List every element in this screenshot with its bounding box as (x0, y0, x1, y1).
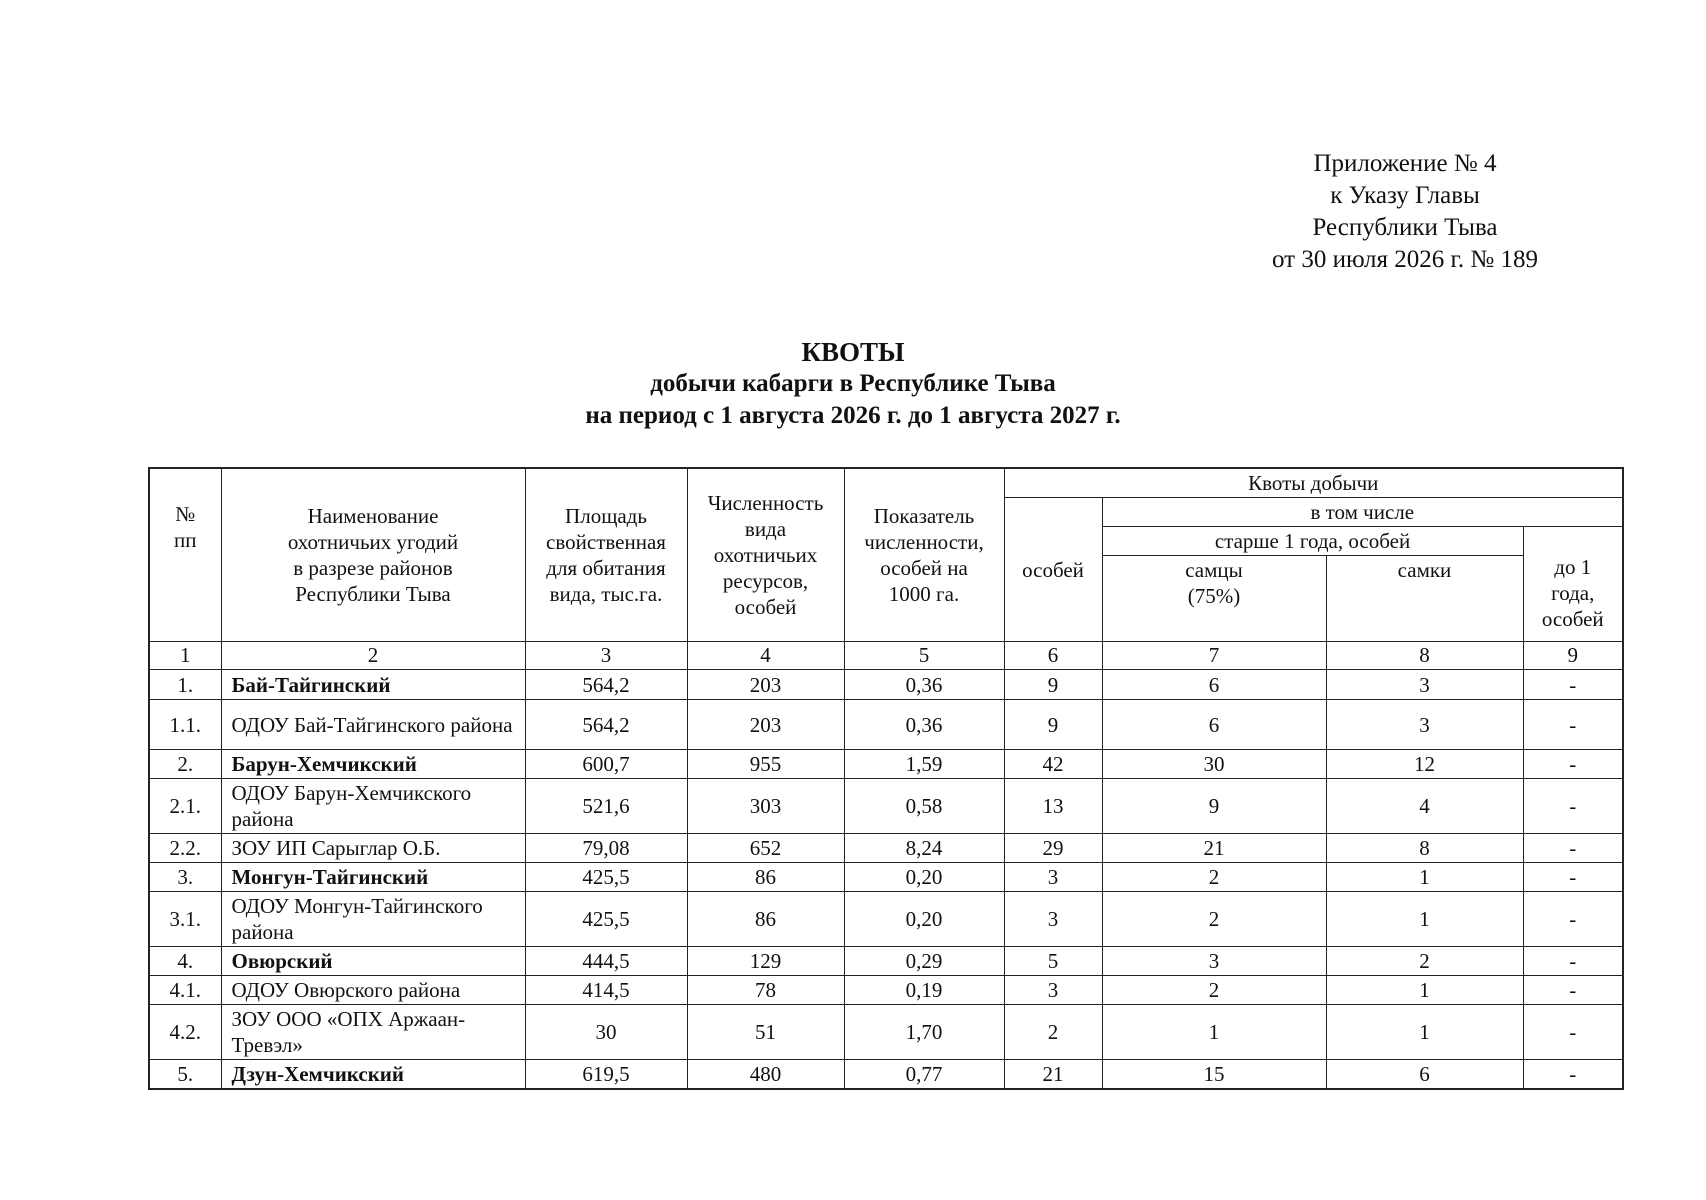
table-row (149, 947, 1623, 976)
quota-young: - (1523, 976, 1623, 1005)
quota-total: 42 (1004, 750, 1102, 779)
hunting-ground-name: Дзун-Хемчикский (221, 1060, 525, 1090)
column-number: 7 (1102, 642, 1326, 670)
quota-males: 2 (1102, 892, 1326, 947)
habitat-area: 414,5 (525, 976, 687, 1005)
quota-total: 3 (1004, 976, 1102, 1005)
quota-males: 9 (1102, 779, 1326, 834)
density-index: 1,70 (844, 1005, 1004, 1060)
population-count: 480 (687, 1060, 844, 1090)
quota-females: 6 (1326, 1060, 1523, 1090)
quota-females: 1 (1326, 863, 1523, 892)
column-number: 4 (687, 642, 844, 670)
quota-total: 3 (1004, 863, 1102, 892)
density-index: 0,20 (844, 892, 1004, 947)
hunting-ground-name: ЗОУ ООО «ОПХ Аржаан-Тревэл» (221, 1005, 525, 1060)
appendix-line: к Указу Главы (1330, 182, 1480, 209)
quota-total: 9 (1004, 700, 1102, 750)
quota-total: 2 (1004, 1005, 1102, 1060)
quota-young: - (1523, 1060, 1623, 1090)
quota-females: 12 (1326, 750, 1523, 779)
quota-young: - (1523, 834, 1623, 863)
quota-females: 1 (1326, 892, 1523, 947)
population-count: 86 (687, 863, 844, 892)
quota-females: 1 (1326, 976, 1523, 1005)
header-young: до 1 года, особей (1523, 527, 1623, 642)
quota-young: - (1523, 892, 1623, 947)
quota-young: - (1523, 863, 1623, 892)
density-index: 0,20 (844, 863, 1004, 892)
column-number-row (149, 642, 1623, 670)
quota-females: 8 (1326, 834, 1523, 863)
header-name: Наименование охотничьих угодий в разрезе районов Республики Тыва (221, 468, 525, 642)
row-number: 5. (149, 1060, 221, 1090)
habitat-area: 600,7 (525, 750, 687, 779)
density-index: 0,29 (844, 947, 1004, 976)
header-quotas: Квоты добычи (1004, 468, 1623, 498)
column-number: 1 (149, 642, 221, 670)
table-row (149, 670, 1623, 700)
document-title (0, 336, 1706, 432)
quota-young: - (1523, 670, 1623, 700)
row-number: 3. (149, 863, 221, 892)
hunting-ground-name: ОДОУ Овюрского района (221, 976, 525, 1005)
habitat-area: 444,5 (525, 947, 687, 976)
title-line: на период с 1 августа 2026 г. до 1 августа 2027 г. (585, 402, 1121, 429)
quota-young: - (1523, 1005, 1623, 1060)
header-older: старше 1 года, особей (1102, 527, 1523, 556)
title-line: добычи кабарги в Республике Тыва (650, 370, 1056, 397)
header-females: самки (1326, 556, 1523, 642)
hunting-ground-name: Барун-Хемчикский (221, 750, 525, 779)
hunting-ground-name: ОДОУ Барун-Хемчикского района (221, 779, 525, 834)
population-count: 303 (687, 779, 844, 834)
column-number: 9 (1523, 642, 1623, 670)
quota-young: - (1523, 700, 1623, 750)
habitat-area: 564,2 (525, 670, 687, 700)
habitat-area: 425,5 (525, 892, 687, 947)
column-number: 5 (844, 642, 1004, 670)
row-number: 2. (149, 750, 221, 779)
hunting-ground-name: ЗОУ ИП Сарыглар О.Б. (221, 834, 525, 863)
density-index: 0,58 (844, 779, 1004, 834)
population-count: 652 (687, 834, 844, 863)
quota-males: 6 (1102, 700, 1326, 750)
quota-males: 21 (1102, 834, 1326, 863)
quota-males: 3 (1102, 947, 1326, 976)
habitat-area: 79,08 (525, 834, 687, 863)
quota-table (148, 467, 1624, 1090)
hunting-ground-name: Овюрский (221, 947, 525, 976)
hunting-ground-name: Монгун-Тайгинский (221, 863, 525, 892)
quota-total: 9 (1004, 670, 1102, 700)
header-males: самцы (75%) (1102, 556, 1326, 642)
quota-young: - (1523, 779, 1623, 834)
habitat-area: 30 (525, 1005, 687, 1060)
quota-males: 15 (1102, 1060, 1326, 1090)
density-index: 0,36 (844, 670, 1004, 700)
quota-males: 1 (1102, 1005, 1326, 1060)
table-row (149, 1005, 1623, 1060)
table-row (149, 700, 1623, 750)
row-number: 3.1. (149, 892, 221, 947)
habitat-area: 521,6 (525, 779, 687, 834)
column-number: 6 (1004, 642, 1102, 670)
table-row (149, 1060, 1623, 1090)
quota-males: 6 (1102, 670, 1326, 700)
title-main: КВОТЫ (801, 337, 905, 367)
habitat-area: 564,2 (525, 700, 687, 750)
population-count: 129 (687, 947, 844, 976)
population-count: 955 (687, 750, 844, 779)
row-number: 2.1. (149, 779, 221, 834)
quota-females: 1 (1326, 1005, 1523, 1060)
population-count: 86 (687, 892, 844, 947)
population-count: 78 (687, 976, 844, 1005)
quota-females: 3 (1326, 700, 1523, 750)
quota-total: 29 (1004, 834, 1102, 863)
quota-females: 4 (1326, 779, 1523, 834)
hunting-ground-name: ОДОУ Монгун-Тайгинского района (221, 892, 525, 947)
row-number: 4.1. (149, 976, 221, 1005)
row-number: 4.2. (149, 1005, 221, 1060)
row-number: 1. (149, 670, 221, 700)
table-row (149, 863, 1623, 892)
column-number: 2 (221, 642, 525, 670)
row-number: 1.1. (149, 700, 221, 750)
quota-total: 21 (1004, 1060, 1102, 1090)
population-count: 51 (687, 1005, 844, 1060)
appendix-header (1240, 148, 1570, 276)
table-row (149, 892, 1623, 947)
quota-young: - (1523, 750, 1623, 779)
header-area: Площадь свойственная для обитания вида, тыс.га. (525, 468, 687, 642)
table-body (149, 670, 1623, 1090)
appendix-line: от 30 июля 2026 г. № 189 (1271, 246, 1539, 273)
row-number: 4. (149, 947, 221, 976)
density-index: 8,24 (844, 834, 1004, 863)
population-count: 203 (687, 670, 844, 700)
hunting-ground-name: ОДОУ Бай-Тайгинского района (221, 700, 525, 750)
habitat-area: 425,5 (525, 863, 687, 892)
density-index: 1,59 (844, 750, 1004, 779)
header-num: № пп (149, 468, 221, 642)
quota-young: - (1523, 947, 1623, 976)
quota-males: 2 (1102, 863, 1326, 892)
density-index: 0,19 (844, 976, 1004, 1005)
quota-total: 3 (1004, 892, 1102, 947)
table-row (149, 779, 1623, 834)
table-row (149, 750, 1623, 779)
quota-females: 2 (1326, 947, 1523, 976)
quota-total: 13 (1004, 779, 1102, 834)
table-row (149, 834, 1623, 863)
density-index: 0,36 (844, 700, 1004, 750)
row-number: 2.2. (149, 834, 221, 863)
header-density: Показатель численности, особей на 1000 га. (844, 468, 1004, 642)
header-including: в том числе (1102, 498, 1623, 527)
appendix-line: Республики Тыва (1312, 214, 1498, 241)
habitat-area: 619,5 (525, 1060, 687, 1090)
column-number: 8 (1326, 642, 1523, 670)
header-individuals: особей (1004, 498, 1102, 642)
hunting-ground-name: Бай-Тайгинский (221, 670, 525, 700)
quota-total: 5 (1004, 947, 1102, 976)
quota-males: 2 (1102, 976, 1326, 1005)
density-index: 0,77 (844, 1060, 1004, 1090)
quota-males: 30 (1102, 750, 1326, 779)
table-row (149, 976, 1623, 1005)
population-count: 203 (687, 700, 844, 750)
appendix-line: Приложение № 4 (1313, 150, 1497, 177)
quota-females: 3 (1326, 670, 1523, 700)
column-number: 3 (525, 642, 687, 670)
header-population: Численность вида охотничьих ресурсов, особей (687, 468, 844, 642)
